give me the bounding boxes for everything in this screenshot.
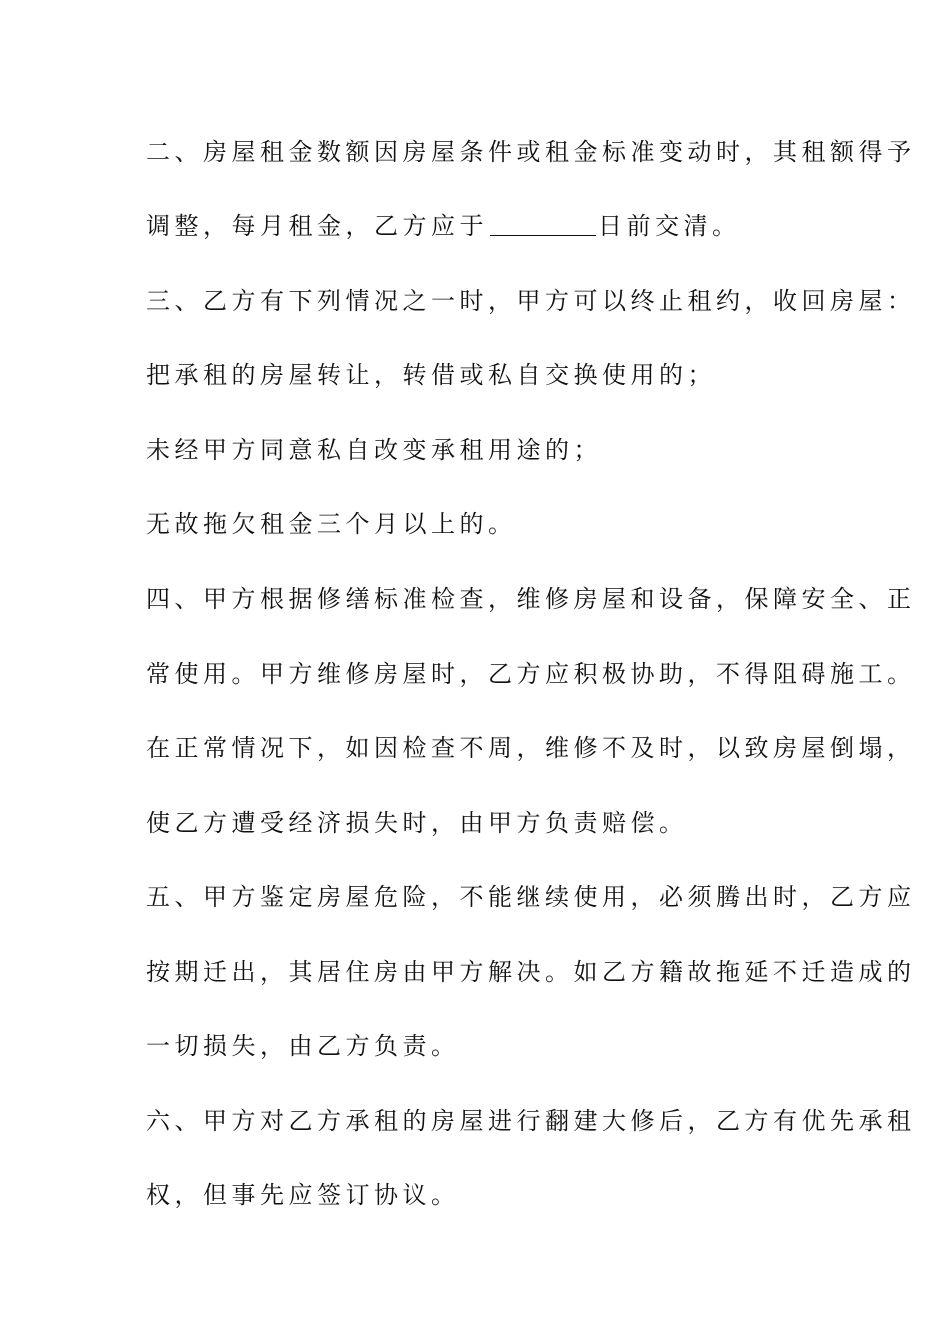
paragraph-3-item-1: 把承租的房屋转让，转借或私自交换使用的； bbox=[146, 361, 716, 389]
rent-due-date-blank bbox=[490, 209, 596, 236]
paragraph-2-line-2-tail: 日前交清。 bbox=[598, 212, 741, 240]
paragraph-3-item-3: 无故拖欠租金三个月以上的。 bbox=[146, 510, 517, 538]
paragraph-4-line-3: 在正常情况下，如因检查不周，维修不及时，以致房屋倒塌， bbox=[146, 734, 916, 762]
paragraph-3-item-2: 未经甲方同意私自改变承租用途的； bbox=[146, 436, 602, 464]
paragraph-4-line-2: 常使用。甲方维修房屋时，乙方应积极协助，不得阻碍施工。 bbox=[146, 660, 916, 688]
paragraph-5-line-1: 五、甲方鉴定房屋危险，不能继续使用，必须腾出时，乙方应 bbox=[146, 883, 916, 911]
paragraph-4-line-4: 使乙方遭受经济损失时，由甲方负责赔偿。 bbox=[146, 809, 688, 837]
paragraph-2-line-2-text: 调整，每月租金，乙方应于 bbox=[146, 212, 488, 240]
paragraph-5-line-2: 按期迁出，其居住房由甲方解决。如乙方籍故拖延不迁造成的 bbox=[146, 958, 916, 986]
paragraph-3-heading: 三、乙方有下列情况之一时，甲方可以终止租约，收回房屋： bbox=[146, 287, 916, 315]
paragraph-6-line-1: 六、甲方对乙方承租的房屋进行翻建大修后，乙方有优先承租 bbox=[146, 1107, 916, 1135]
paragraph-5-line-3: 一切损失，由乙方负责。 bbox=[146, 1032, 460, 1060]
paragraph-2-line-2 bbox=[146, 206, 816, 246]
paragraph-2-line-1: 二、房屋租金数额因房屋条件或租金标准变动时，其租额得予 bbox=[146, 138, 916, 166]
paragraph-6-line-2: 权，但事先应签订协议。 bbox=[146, 1181, 460, 1209]
paragraph-4-line-1: 四、甲方根据修缮标准检查，维修房屋和设备，保障安全、正 bbox=[146, 585, 916, 613]
